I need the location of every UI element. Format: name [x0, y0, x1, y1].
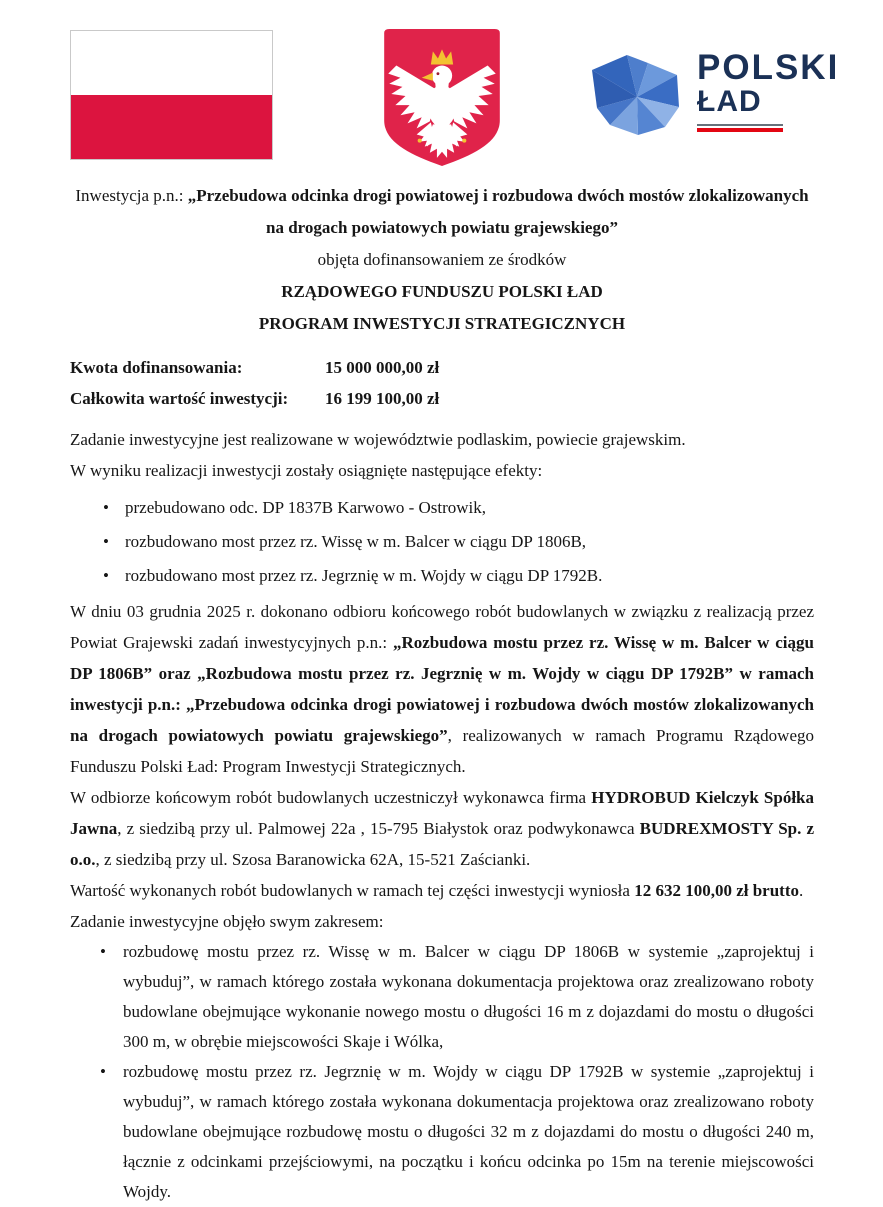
list-item: • rozbudowę mostu przez rz. Jegrznię w m. Wojdy w ciągu DP 1792B w systemie „zaprojektuj i wybuduj”, w ramach którego została wykonana dokumentacja projektowa oraz zrealizowano roboty budowlane obejmujące rozbudowę mostu o długości 32 m z dojazdami do mostu o długości 240 m, łącznie z odcinkami przejściowymi, na początku i końcu odcinka po 15m na terenie miejscowości Wojdy. [70, 1057, 814, 1207]
investment-title [70, 180, 814, 244]
acceptance-task-names: „Rozbudowa mostu przez rz. Wissę w m. Balcer w ciągu DP 1806B” oraz „Rozbudowa mostu przez rz. Jegrznię w m. Wojdy w ciągu DP 1792B” w ramach inwestycji p.n.: „Przebudowa odcinka drogi powiatowej i rozbudowa dwóch mostów zlokalizowanych na drogach powiatowych powiatu grajewskiego” [70, 633, 814, 745]
fund-name-line2: PROGRAM INWESTYCJI STRATEGICZNYCH [258, 314, 626, 333]
funding-table [70, 352, 814, 414]
logo-text-polski: POLSKI [697, 48, 840, 87]
title-block [70, 180, 814, 340]
fund-name-line1: RZĄDOWEGO FUNDUSZU POLSKI ŁAD [281, 282, 603, 301]
logo-flag-stripes [697, 124, 783, 132]
value-seg3: . [798, 881, 804, 900]
polski-lad-wordmark [697, 49, 839, 132]
flag-red-stripe [71, 95, 272, 159]
title-subtitle: objęta dofinansowaniem ze środków [317, 250, 567, 269]
value-amount: 12 632 100,00 zł brutto [634, 881, 799, 900]
logo-red-stripe [697, 128, 783, 132]
poland-flag-icon [70, 30, 273, 160]
contractor-paragraph [70, 782, 814, 875]
contractor-seg3: , z siedzibą przy ul. Palmowej 22a , 15-795 Białystok oraz podwykonawca [117, 819, 640, 838]
funding-label: Kwota dofinansowania: [70, 358, 243, 377]
value-paragraph [70, 875, 814, 906]
contractor-seg1: W odbiorze końcowym robót budowlanych uczestniczył wykonawca firma [70, 788, 592, 807]
eagle-eye [437, 72, 440, 75]
logo-gray-stripe [697, 124, 783, 126]
document-content [70, 180, 814, 1207]
flag-white-stripe [71, 31, 272, 95]
investment-title-name: „Przebudowa odcinka drogi powiatowej i rozbudowa dwóch mostów zlokalizowanych na drogach powiatowych powiatu grajewskiego” [187, 186, 809, 237]
scope-list [70, 937, 814, 1207]
list-item: • rozbudowano most przez rz. Wissę w m. Balcer w ciągu DP 1806B, [70, 525, 814, 559]
funding-value: 16 199 100,00 zł [325, 389, 440, 408]
poland-map-icon [591, 53, 681, 137]
value-seg1: Wartość wykonanych robót budowlanych w ramach tej części inwestycji wyniosła [70, 881, 635, 900]
poland-eagle-emblem-icon [376, 27, 508, 169]
acceptance-paragraph [70, 596, 814, 782]
effects-list [70, 491, 814, 593]
logo-text-lad: ŁAD [697, 85, 762, 118]
contractor-seg5: , z siedzibą przy ul. Szosa Baranowicka 62A, 15-521 Zaścianki. [95, 850, 531, 869]
funding-row [70, 383, 814, 414]
scope-intro-paragraph: Zadanie inwestycyjne objęło swym zakresem: [70, 912, 384, 931]
investment-title-intro: Inwestycja p.n.: [75, 186, 188, 205]
list-item: • rozbudowano most przez rz. Jegrznię w m. Wojdy w ciągu DP 1792B. [70, 559, 814, 593]
acceptance-seg1: W dniu 03 grudnia 2025 r. dokonano odbioru końcowego robót budowlanych w związku z realizacją przez Powiat Grajewski zadań inwestycyjnych p.n.: [70, 602, 814, 652]
list-item: • rozbudowę mostu przez rz. Wissę w m. Balcer w ciągu DP 1806B w systemie „zaprojektuj i wybuduj”, w ramach którego została wykonana dokumentacja projektowa oraz zrealizowano roboty budowlane obejmujące wykonanie nowego mostu o długości 16 m z dojazdami do mostu o długości 300 m, w obrębie miejscowości Skaje i Wólka, [70, 937, 814, 1057]
location-paragraph: Zadanie inwestycyjne jest realizowane w województwie podlaskim, powiecie grajewskim. [70, 430, 686, 449]
list-item: • przebudowano odc. DP 1837B Karwowo - Ostrowik, [70, 491, 814, 525]
header-logos [0, 0, 883, 172]
funding-label: Całkowita wartość inwestycji: [70, 389, 289, 408]
funding-row [70, 352, 814, 383]
acceptance-seg3: , realizowanych w ramach Programu Rządowego Funduszu Polski Ład: Program Inwestycji Strategicznych. [70, 726, 814, 776]
effects-intro-paragraph: W wyniku realizacji inwestycji zostały osiągnięte następujące efekty: [70, 461, 543, 480]
subcontractor-name: BUDREXMOSTY Sp. z o.o. [70, 819, 814, 869]
contractor-name: HYDROBUD Kielczyk Spółka Jawna [70, 788, 814, 838]
funding-value: 15 000 000,00 zł [325, 358, 440, 377]
